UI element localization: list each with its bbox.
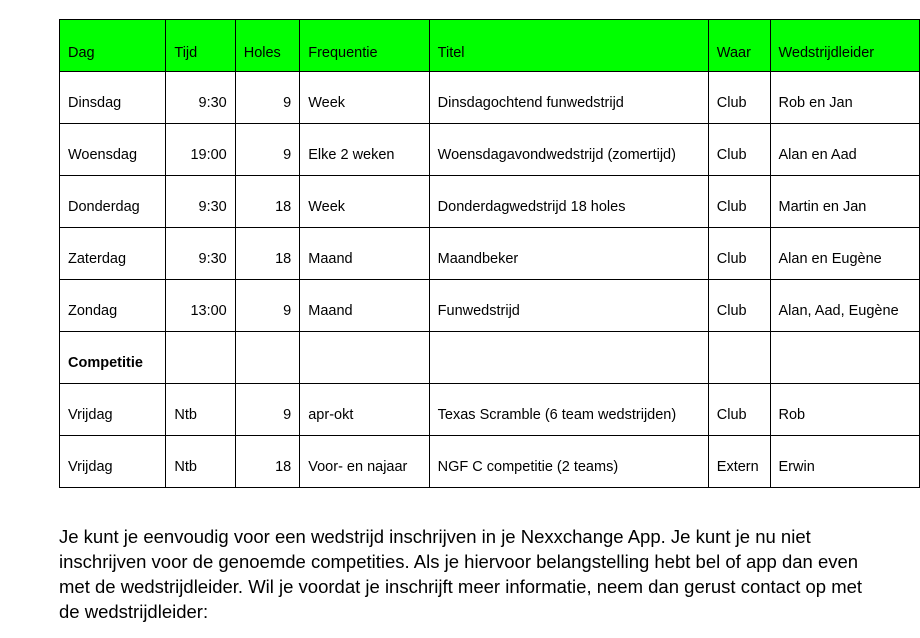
section-label-competitie: Competitie <box>60 332 166 384</box>
cell-holes: 9 <box>235 384 300 436</box>
cell-frequentie: Maand <box>300 228 429 280</box>
cell-waar <box>708 332 770 384</box>
table-row <box>60 280 920 332</box>
cell-waar: Club <box>708 176 770 228</box>
table-row <box>60 72 920 124</box>
cell-waar: Club <box>708 280 770 332</box>
table-row <box>60 384 920 436</box>
cell-waar: Club <box>708 384 770 436</box>
cell-holes: 18 <box>235 436 300 488</box>
cell-waar: Club <box>708 124 770 176</box>
cell-wedstrijdleider: Alan en Aad <box>770 124 920 176</box>
cell-dag: Woensdag <box>60 124 166 176</box>
header-cell-frequentie: Frequentie <box>300 20 429 72</box>
cell-titel: Woensdagavondwedstrijd (zomertijd) <box>429 124 708 176</box>
header-cell-dag: Dag <box>60 20 166 72</box>
table-section-row <box>60 332 920 384</box>
cell-waar: Club <box>708 72 770 124</box>
competition-schedule-table <box>59 19 920 488</box>
cell-frequentie: Week <box>300 72 429 124</box>
cell-holes: 18 <box>235 176 300 228</box>
cell-titel: Maandbeker <box>429 228 708 280</box>
cell-dag: Zondag <box>60 280 166 332</box>
cell-frequentie: Elke 2 weken <box>300 124 429 176</box>
header-cell-titel: Titel <box>429 20 708 72</box>
table-row <box>60 436 920 488</box>
cell-dag: Vrijdag <box>60 436 166 488</box>
cell-wedstrijdleider: Alan en Eugène <box>770 228 920 280</box>
cell-holes: 9 <box>235 72 300 124</box>
cell-titel: Donderdagwedstrijd 18 holes <box>429 176 708 228</box>
table-header-row <box>60 20 920 72</box>
cell-holes: 9 <box>235 280 300 332</box>
cell-titel: Funwedstrijd <box>429 280 708 332</box>
cell-titel <box>429 332 708 384</box>
header-cell-wedstrijdleider: Wedstrijdleider <box>770 20 920 72</box>
cell-frequentie: apr-okt <box>300 384 429 436</box>
cell-wedstrijdleider <box>770 332 920 384</box>
header-cell-holes: Holes <box>235 20 300 72</box>
cell-frequentie: Voor- en najaar <box>300 436 429 488</box>
cell-holes: 18 <box>235 228 300 280</box>
cell-wedstrijdleider: Alan, Aad, Eugène <box>770 280 920 332</box>
cell-titel: Texas Scramble (6 team wedstrijden) <box>429 384 708 436</box>
cell-tijd <box>166 332 235 384</box>
cell-tijd: 19:00 <box>166 124 235 176</box>
cell-wedstrijdleider: Rob en Jan <box>770 72 920 124</box>
cell-dag: Vrijdag <box>60 384 166 436</box>
cell-dag: Donderdag <box>60 176 166 228</box>
table-row <box>60 176 920 228</box>
cell-tijd: 9:30 <box>166 176 235 228</box>
cell-wedstrijdleider: Rob <box>770 384 920 436</box>
cell-tijd: Ntb <box>166 384 235 436</box>
cell-tijd: Ntb <box>166 436 235 488</box>
cell-tijd: 13:00 <box>166 280 235 332</box>
cell-frequentie <box>300 332 429 384</box>
cell-wedstrijdleider: Martin en Jan <box>770 176 920 228</box>
cell-tijd: 9:30 <box>166 72 235 124</box>
cell-frequentie: Week <box>300 176 429 228</box>
cell-titel: Dinsdagochtend funwedstrijd <box>429 72 708 124</box>
cell-dag: Dinsdag <box>60 72 166 124</box>
cell-dag: Zaterdag <box>60 228 166 280</box>
cell-frequentie: Maand <box>300 280 429 332</box>
cell-waar: Club <box>708 228 770 280</box>
intro-paragraph: Je kunt je eenvoudig voor een wedstrijd inschrijven in je Nexxchange App. Je kunt je nu niet inschrijven voor de genoemde competities. Als je hiervoor belangstelling hebt bel of app dan even met de wedstrijdleider. Wil je voordat je inschrijft meer informatie, neem dan gerust contact op met de wedstrijdleider: <box>59 526 863 622</box>
cell-holes <box>235 332 300 384</box>
header-cell-tijd: Tijd <box>166 20 235 72</box>
table-row <box>60 228 920 280</box>
cell-titel: NGF C competitie (2 teams) <box>429 436 708 488</box>
table-row <box>60 124 920 176</box>
cell-holes: 9 <box>235 124 300 176</box>
cell-tijd: 9:30 <box>166 228 235 280</box>
header-cell-waar: Waar <box>708 20 770 72</box>
cell-wedstrijdleider: Erwin <box>770 436 920 488</box>
cell-waar: Extern <box>708 436 770 488</box>
